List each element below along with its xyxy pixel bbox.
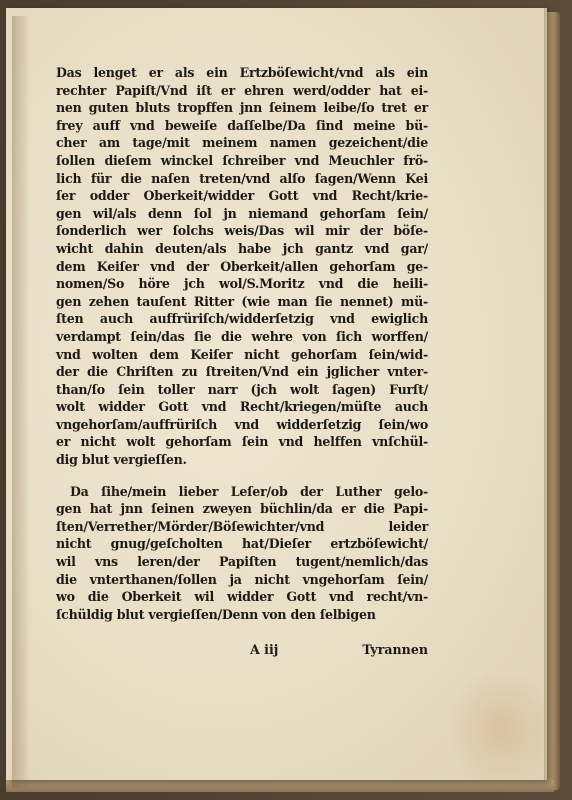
- signature-mark: A iij: [250, 642, 279, 657]
- gutter-shadow: [12, 16, 30, 788]
- text-line: wil vns leren/der Papiſten tugent/nemlich/das: [56, 554, 428, 570]
- text-line: nomen/So höre jch wol/S.Moritz vnd die heili-: [56, 276, 428, 292]
- text-line: cher am tage/mit meinem namen gezeichent/die: [56, 135, 428, 151]
- text-line: vngehorſam/auffrüriſch vnd widderſetzig ſein/wo: [56, 416, 428, 432]
- text-line: Das lenget er als ein Ertzböſewicht/vnd als ein: [56, 65, 428, 80]
- text-line: wolt widder Gott vnd Recht/kriegen/müſte auch: [56, 399, 428, 415]
- text-line: gen zehen tauſent Ritter (wie man ſie nennet) mü-: [56, 293, 428, 309]
- page-footer: [56, 642, 428, 660]
- text-line: ſten/Verrether/Mörder/Böſewichter/vnd leider: [56, 518, 428, 534]
- text-line: dem Keiſer vnd der Oberkeit/allen gehorſam ge-: [56, 258, 428, 274]
- text-line: nen guten bluts tropffen jnn ſeinem leibe/ſo tret er: [56, 100, 428, 116]
- catchword: Tyrannen: [362, 642, 428, 657]
- paragraph-2: [56, 483, 428, 624]
- text-line: ſchüldig blut vergieſſen/Denn von den ſelbigen: [56, 606, 376, 622]
- text-line: Da ſihe/mein lieber Leſer/ob der Luther gelo-: [70, 483, 428, 499]
- text-line: wo die Oberkeit wil widder Gott vnd recht/vn-: [56, 589, 428, 605]
- text-line: gen hat jnn ſeinen zweyen büchlin/da er die Papi-: [56, 501, 428, 517]
- body-text: [56, 64, 428, 623]
- text-line: frey auff vnd beweiſe daſſelbe/Da ſind meine bü-: [56, 117, 428, 133]
- text-line: ſonderlich wer ſolchs weis/Das wil mir der böſe-: [56, 223, 428, 239]
- paragraph-gap: [56, 469, 428, 483]
- text-line: ſollen dieſem winckel ſchreiber vnd Meuchler frö-: [56, 152, 428, 168]
- text-line: ſten auch auffrüriſch/widderſetzig vnd ewiglich: [56, 311, 428, 327]
- text-line: dig blut vergieſſen.: [56, 452, 187, 468]
- paper-stain: [446, 668, 556, 788]
- text-line: vnd wolten dem Keiſer nicht gehorſam ſein/wid-: [56, 346, 428, 362]
- text-line: than/ſo ſein toller narr (jch wolt ſagen) Furſt/: [56, 381, 428, 397]
- text-line: lich für die naſen treten/vnd alſo ſagen/Wenn Kei: [56, 170, 428, 186]
- text-line: verdampt ſein/das ſie die wehre von ſich worffen/: [56, 328, 428, 344]
- text-line: die vnterthanen/ſollen ja nicht vngehorſam ſein/: [56, 571, 428, 587]
- text-line: er nicht wolt gehorſam ſein vnd helffen vnſchül-: [56, 434, 428, 450]
- text-line: ſer odder Oberkeit/widder Gott vnd Recht/krie-: [56, 188, 428, 204]
- text-line: wicht dahin deuten/als habe jch gantz vnd gar/: [56, 240, 428, 256]
- text-line: der die Chriſten zu ſtreiten/Vnd ein jglicher vnter-: [56, 364, 428, 380]
- text-line: nicht gnug/geſcholten hat/Dieſer ertzböſewicht/: [56, 536, 428, 552]
- paragraph-1: [56, 64, 428, 469]
- text-line: rechter Papiſt/Vnd iſt er ehren werd/odder hat ei-: [56, 82, 428, 98]
- text-line: gen wil/als denn ſol jn niemand gehorſam ſein/: [56, 205, 428, 221]
